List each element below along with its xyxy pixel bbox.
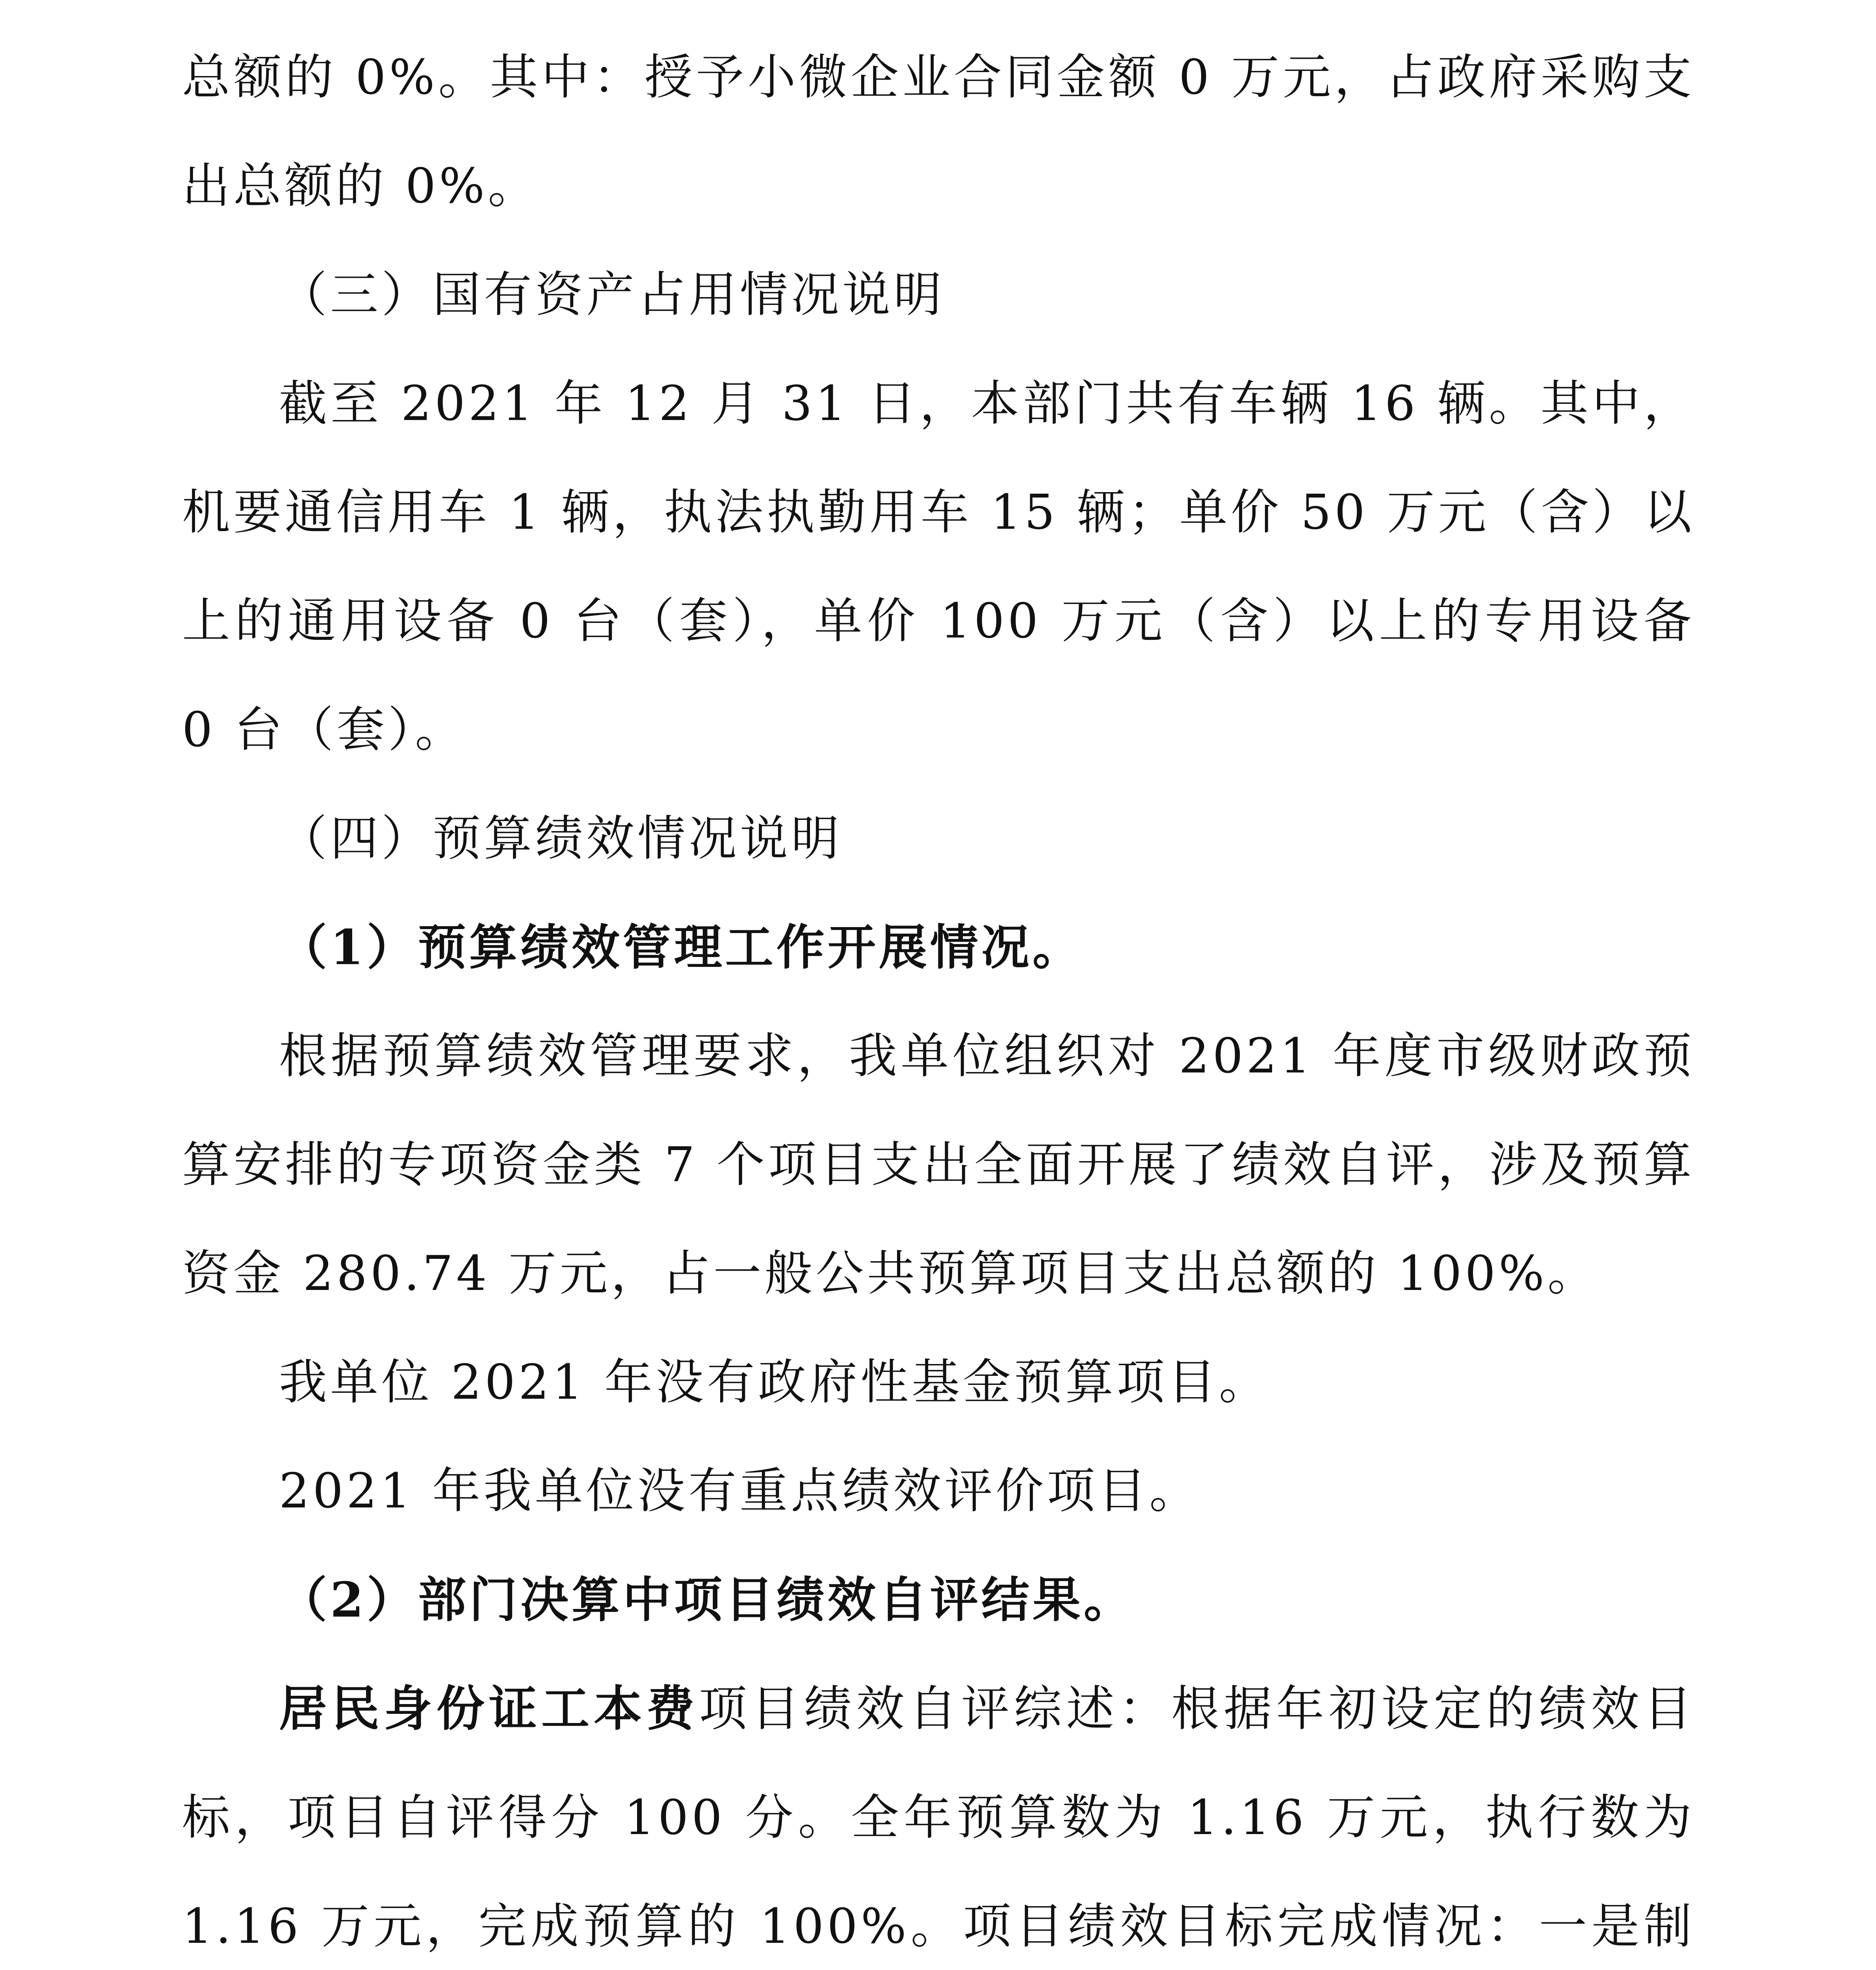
paragraph-state-assets: 截至 2021 年 12 月 31 日，本部门共有车辆 16 辆。其中，机要通信用车 1 辆，执法执勤用车 15 辆；单价 50 万元（含）以上的通用设备 0 台（套），单价 100 万元（含）以上的专用设备 0 台（套）。 (182, 375, 1695, 758)
paragraph-no-key-projects: 2021 年我单位没有重点绩效评价项目。 (279, 1463, 1201, 1519)
paragraph-procurement-tail: 总额的 0%。其中：授予小微企业合同金额 0 万元，占政府采购支出总额的 0%。 (182, 49, 1695, 214)
heading-evaluation-results: （2）部门决算中项目绩效自评结果。 (279, 1571, 1135, 1628)
body-text (182, 23, 1695, 1970)
summary-project-name: 居民身份证工本费 (279, 1680, 699, 1737)
paragraph-project-summary (182, 1654, 1695, 1970)
heading-performance-management: （1）预算绩效管理工作开展情况。 (279, 919, 1084, 976)
summary-text: 项目绩效自评综述：根据年初设定的绩效目标，项目自评得分 100 分。全年预算数为 1.16 万元，执行数为 1.16 万元，完成预算的 100%。项目绩效目标完成情况：一是制 (182, 1681, 1695, 1954)
paragraph-self-evaluation: 根据预算绩效管理要求，我单位组织对 2021 年度市级财政预算安排的专项资金类 7 个项目支出全面开展了绩效自评，涉及预算资金 280.74 万元，占一般公共预算项目支出总额的 100%。 (182, 1028, 1695, 1301)
heading-state-assets: （三）国有资产占用情况说明 (279, 267, 945, 323)
paragraph-no-fund-projects: 我单位 2021 年没有政府性基金预算项目。 (279, 1354, 1270, 1410)
heading-budget-performance: （四）预算绩效情况说明 (279, 810, 842, 866)
